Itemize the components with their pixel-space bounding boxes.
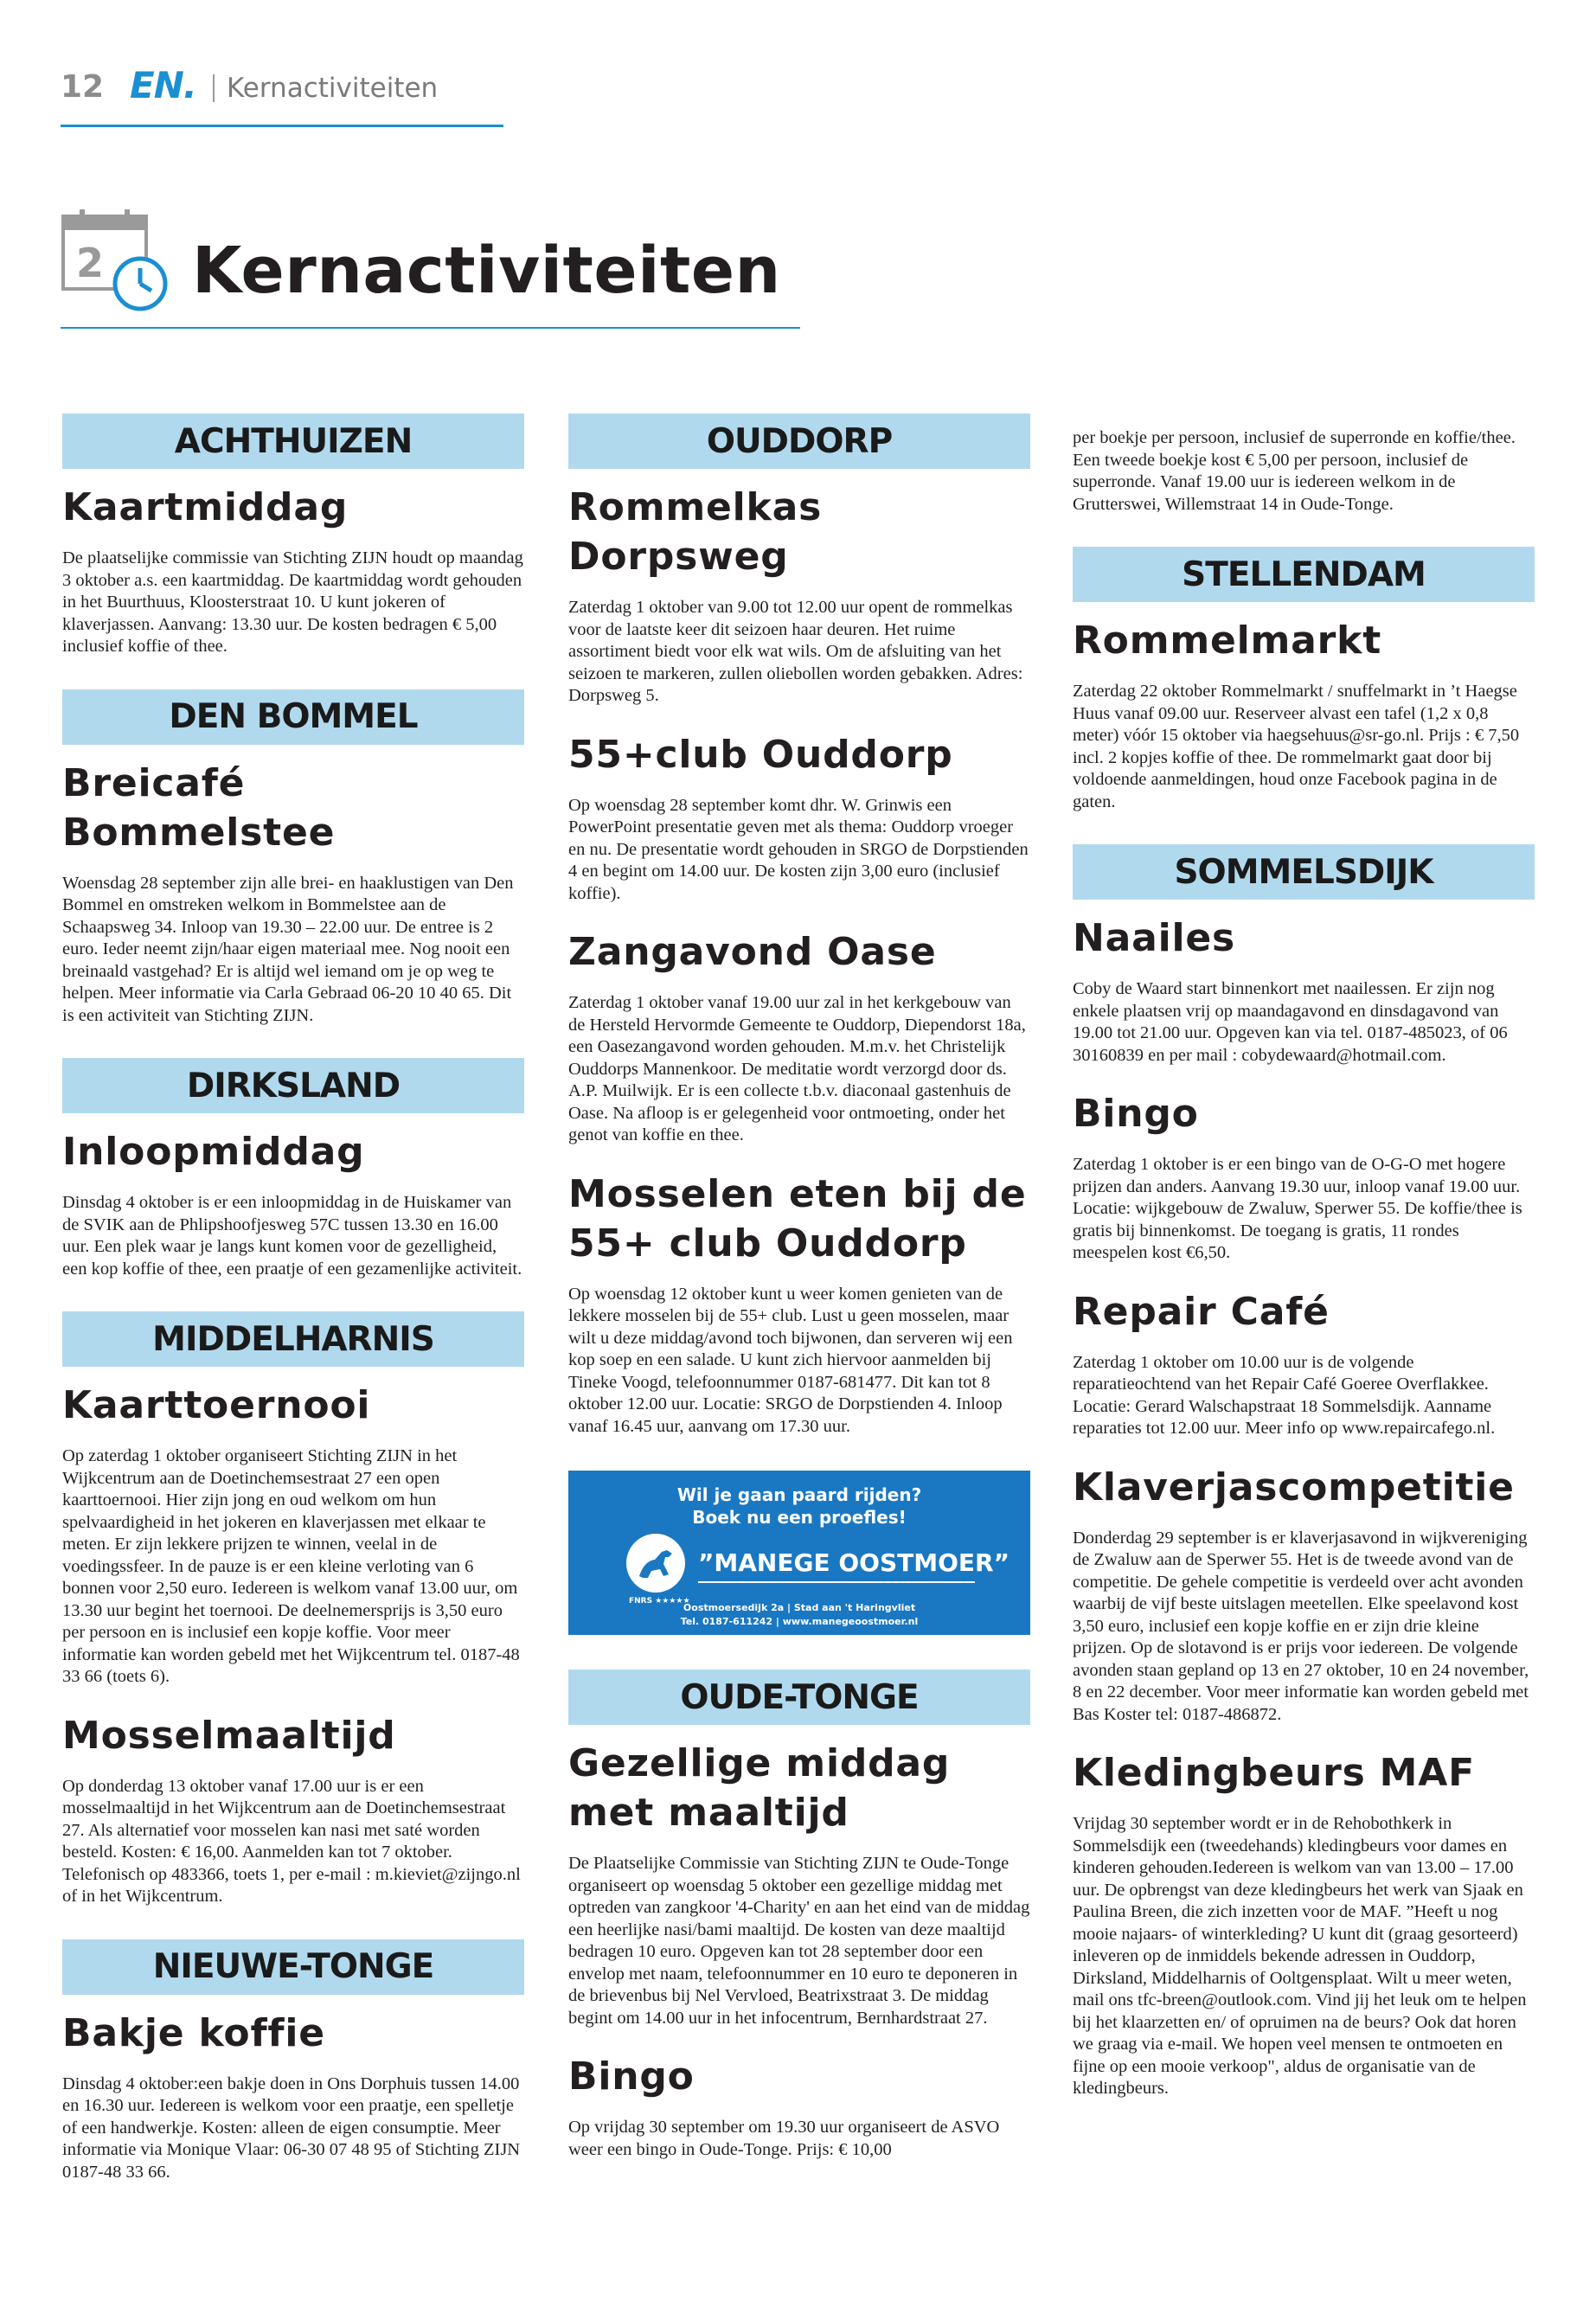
article-title: Rommelkas Dorpsweg xyxy=(568,485,823,579)
article-title: Bakje koffie xyxy=(62,2010,325,2055)
title-bar xyxy=(61,208,800,333)
page-number: 12 xyxy=(61,69,105,105)
article-title: Kaartmiddag xyxy=(62,485,349,529)
title-rule xyxy=(61,327,800,329)
article-body: Op zaterdag 1 oktober organiseert Stichting ZIJN in het Wijkcentrum aan de Doetinchemsestraat 27 een open kaarttoernooi. Hier zijn jong en oud welkom om hun spelvaardigheid in het jokeren en klaverjassen met elkaar te meten. Er zijn lekkere prijzen te winnen, veelal in de voedingssfeer. In de pauze is er een kleine verloting van 6 bonnen voor 2,50 euro. Iedereen is welkom vanaf 13.00 uur, om 13.30 uur begint het toernooi. De deelnemersprijs is 3,50 euro per persoon en is inclusief een kopje koffie. Voor meer informatie kan worden gebeld met het Wijkcentrum tel. 0187-48 33 66 (toets 6). xyxy=(62,1446,520,1686)
region-band-dirksland: DIRKSLAND xyxy=(62,1058,524,1113)
manege-oostmoer-ad[interactable] xyxy=(568,1471,1030,1635)
article-title: Repair Café xyxy=(1073,1289,1330,1334)
article-body: Op vrijdag 30 september om 19.30 uur organiseert de ASVO weer een bingo in Oude-Tonge. Prijs: € 10,00 xyxy=(568,2118,1000,2159)
article-body: Zaterdag 22 oktober Rommelmarkt / snuffelmarkt in ’t Haegse Huus vanaf 09.00 uur. Reserveer alvast een tafel (1,2 x 0,8 meter) vóór 15 oktober via haegsehuus@sr-go.nl. Prijs : € 7,50 incl. 2 kopjes koffie of thee. De rommelmarkt gaat door bij voldoende aanmeldingen, houd onze Facebook pagina in de gaten. xyxy=(1073,682,1520,811)
article-body: Zaterdag 1 oktober vanaf 19.00 uur zal in het kerkgebouw van de Hersteld Hervormde Gemeente te Ouddorp, Diependorst 18a, een Oasezangavond worden gehouden. M.m.v. het Christelijk Ouddorps Mannenkoor. De meditatie wordt verzorgd door ds. A.P. Muilwijk. Er is een collecte t.b.v. diaconaal gastenhuis de Oase. Na afloop is er gelegenheid voor ontmoeting, onder het genot van koffie en thee. xyxy=(568,993,1026,1144)
article-body-continued: per boekje per persoon, inclusief de superronde en koffie/thee. Een tweede boekje kost € 5,00 per persoon, inclusief de superronde. Vanaf 19.00 uur is iedereen welkom in de Grutterswei, Willemstraat 14 in Oude-Tonge. xyxy=(1073,428,1516,514)
article-title: Inloopmiddag xyxy=(62,1130,365,1174)
region-band-den-bommel: DEN BOMMEL xyxy=(62,689,524,745)
article-title: Zangavond Oase xyxy=(568,930,937,974)
header-divider xyxy=(213,74,215,102)
column-3 xyxy=(1073,413,1535,2100)
calendar-clock-icon xyxy=(61,208,173,320)
header-section-label: Kernactiviteiten xyxy=(227,73,439,104)
article-title: Bingo xyxy=(568,2054,695,2099)
region-band-sommelsdijk: SOMMELSDIJK xyxy=(1073,844,1535,900)
ad-subheadline: Boek nu een proefles! xyxy=(692,1507,907,1528)
article-body: Dinsdag 4 oktober is er een inloopmiddag in de Huiskamer van de SVIK aan de Phlipshoofjesweg 57C tussen 13.30 en 16.00 uur. Een plek waar je langs kunt komen voor de gezelligheid, een kop koffie of thee, een praatje of een gezamenlijke activiteit. xyxy=(62,1193,522,1279)
article-title: 55+club Ouddorp xyxy=(568,732,953,777)
article-body: Donderdag 29 september is er klaverjasavond in wijkvereniging de Zwaluw aan de Sperwer 55. Het is de tweede avond van de competitie. De gehele competitie is verdeeld over acht avonden waarbij de vijf beste uitslagen meetellen. Elke speelavond kost 3,50 euro, inclusief een kopje koffie en er zijn drie kleine prijzen. Op de slotavond is er prijs voor iedereen. De volgende avonden staan gepland op 13 en 27 oktober, 10 en 24 november, 8 en 22 december. Voor meer informatie kan worden gebeld met Bas Koster tel: 0187-486872. xyxy=(1073,1528,1529,1724)
article-title: Bingo xyxy=(1073,1092,1199,1136)
article-title: Kaarttoernooi xyxy=(62,1383,371,1427)
article-body: Dinsdag 4 oktober:een bakje doen in Ons Dorphuis tussen 14.00 en 16.30 uur. Iedereen is welkom voor een praatje, een spelletje of een handwerkje. Kosten: alleen de eigen consumptie. Meer informatie via Monique Vlaar: 06-30 07 48 95 of Stichting ZIJN 0187-48 33 66. xyxy=(62,2073,521,2182)
article-body: De plaatselijke commissie van Stichting ZIJN houdt op maandag 3 oktober a.s. een kaartmiddag. De kaartmiddag wordt gehouden in het Buurthuus, Kloosterstraat 10. U kunt jokeren of klaverjassen. Aanvang: 13.30 uur. De kosten bedragen € 5,00 inclusief koffie of thee. xyxy=(62,548,523,656)
article-title: Mosselmaaltijd xyxy=(62,1713,396,1758)
article-body: Zaterdag 1 oktober van 9.00 tot 12.00 uur opent de rommelkas voor de laatste keer dit seizoen haar deuren. Het ruime assortiment biedt voor elk wat wils. Om de afsluiting van het seizoen te markeren, zullen oliebollen worden gebakken. Adres: Dorpsweg 5. xyxy=(568,598,1023,705)
page-title: Kernactiviteiten xyxy=(192,234,781,308)
article-title: Gezellige middag met maaltijd xyxy=(568,1741,951,1835)
article-title: Rommelmarkt xyxy=(1073,619,1382,663)
article-body: Coby de Waard start binnenkort met naailessen. Er zijn nog enkele plaatsen vrij op maandagavond en dinsdagavond van 19.00 tot 21.00 uur. Opgeven kan via tel. 0187-485023, of 06 30160839 en per mail : cobydewaard@hotmail.com. xyxy=(1073,979,1508,1065)
article-body: Op woensdag 12 oktober kunt u weer komen genieten van de lekkere mosselen bij de 55+ club. Lust u geen mosselen, maar wilt u deze middag/avond toch bijwonen, dan serveren wij een kop soep en een salade. U kunt zich hiervoor aanmelden bij Tineke Voogd, telefoonnummer 0187-681477. Dit kan tot 8 oktober 12.00 uur. Locatie: SRGO de Dorpstienden 4. Inloop vanaf 16.45 uur, aanvang om 17.30 uur. xyxy=(568,1284,1013,1436)
ad-headline: Wil je gaan paard rijden? xyxy=(676,1484,922,1505)
article-title: Mosselen eten bij de 55+ club Ouddorp xyxy=(568,1171,1027,1266)
ad-fnrs-rating: FNRS ★★★★★ xyxy=(629,1597,690,1606)
article-title: Breicafé Bommelstee xyxy=(62,760,336,855)
article-body: Woensdag 28 september zijn alle brei- en haaklustigen van Den Bommel en omstreken welkom in Bommelstee aan de Schaapsweg 34. Inloop van 19.30 – 22.00 uur. De entree is 2 euro. Ieder neemt zijn/haar eigen materiaal mee. Nog nooit een breinaald vastgehad? Er is altijd wel iemand om je op weg te helpen. Meer informatie via Carla Gebraad 06-20 10 40 65. Dit is een activiteit van Stichting ZIJN. xyxy=(62,873,514,1025)
ad-contact: Tel. 0187-611242 | www.manegeoostmoer.nl xyxy=(680,1616,919,1627)
article-title: Kledingbeurs MAF xyxy=(1073,1751,1475,1795)
article-title: Klaverjascompetitie xyxy=(1073,1465,1515,1509)
region-band-oude-tonge: OUDE-TONGE xyxy=(568,1670,1030,1725)
region-band-stellendam: STELLENDAM xyxy=(1073,547,1535,602)
article-body: Op donderdag 13 oktober vanaf 17.00 uur is er een mosselmaaltijd in het Wijkcentrum aan de Doetinchemsestraat 27. Als alternatief voor mosselen kan nasi met saté worden besteld. Kosten: € 16,00. Aanmelden kan tot 7 oktober. Telefonisch op 483366, toets 1, per e-mail : m.kieviet@zijngo.nl of in het Wijkcentrum. xyxy=(62,1776,521,1906)
column-1 xyxy=(62,413,524,2183)
calendar-digit: 2 xyxy=(76,240,105,286)
horse-logo-icon xyxy=(624,1531,688,1595)
en-logo: EN. xyxy=(130,64,196,106)
article-body: Vrijdag 30 september wordt er in de Rehobothkerk in Sommelsdijk een (tweedehands) kledingbeurs voor dames en kinderen gehouden.Iedereen is welkom van van 13.00 – 17.00 uur. De opbrengst van deze kledingbeurs het werk van Sjaak en Paulina Breen, die zich inzetten voor de MAF. ”Heeft u nog mooie najaars- of winterkleding? U kunt dit (graag gesorteerd) inleveren op de inmiddels bekende adressen in Ouddorp, Dirksland, Middelharnis of Ooltgensplaat. Wilt u meer weten, mail ons tfc-breen@outlook.com. Vind jij het leuk om te helpen bij het klaarzetten en/ of opruimen na de beurs? Ook dat horen we graag via e-mail. We hopen veel mensen te ontmoeten en fijne op een mooie verkoop", aldus de organisatie van de kledingbeurs. xyxy=(1073,1814,1527,2098)
region-band-achthuizen: ACHTHUIZEN xyxy=(62,413,524,469)
region-band-nieuwe-tonge: NIEUWE-TONGE xyxy=(62,1939,524,1995)
article-body: Op woensdag 28 september komt dhr. W. Grinwis een PowerPoint presentatie geven met als thema: Ouddorp vroeger en nu. De presentatie wordt gehouden in SRGO de Dorpstienden 4 en begint om 14.00 uur. De kosten zijn 3,00 euro (inclusief koffie). xyxy=(568,795,1029,903)
article-body: Zaterdag 1 oktober is er een bingo van de O-G-O met hogere prijzen dan anders. Aanvang 19.30 uur, inloop vanaf 19.00 uur. Locatie: wijkgebouw de Zwaluw, Sperwer 55. De koffie/thee is gratis bij binnenkomst. De toegang is gratis, 11 rondes meespelen kost €6,50. xyxy=(1073,1155,1522,1262)
region-band-ouddorp: OUDDORP xyxy=(568,413,1030,469)
article-body: Zaterdag 1 oktober om 10.00 uur is de volgende reparatieochtend van het Repair Café Goeree Overflakkee. Locatie: Gerard Walschapstraat 18 Sommelsdijk. Aanname reparaties tot 12.00 uur. Meer info op www.repaircafego.nl. xyxy=(1073,1352,1496,1438)
article-body: De Plaatselijke Commissie van Stichting ZIJN te Oude-Tonge organiseert op woensdag 5 oktober een gezellige middag met optreden van zangkoor '4-Charity' en aan het eind van de middag een heerlijke nasi/bami maaltijd. De kosten van deze maaltijd bedragen 10 euro. Opgeven kan tot 28 september door een envelop met naam, telefoonnummer en 10 euro te deponeren in de brievenbus bij Nel Vervloed, Beatrixstraat 3. De middag begint om 14.00 uur in het infocentrum, Bernhardstraat 27. xyxy=(568,1854,1030,2028)
ad-rule xyxy=(698,1581,975,1583)
page-header xyxy=(61,64,503,130)
article-title: Naailes xyxy=(1073,916,1236,960)
region-band-middelharnis: MIDDELHARNIS xyxy=(62,1311,524,1367)
column-2 xyxy=(568,413,1030,2161)
ad-brand-name: ”MANEGE OOSTMOER” xyxy=(698,1548,1010,1577)
ad-address: Oostmoersedijk 2a | Stad aan 't Haringvliet xyxy=(683,1602,916,1613)
header-rule xyxy=(61,125,503,127)
